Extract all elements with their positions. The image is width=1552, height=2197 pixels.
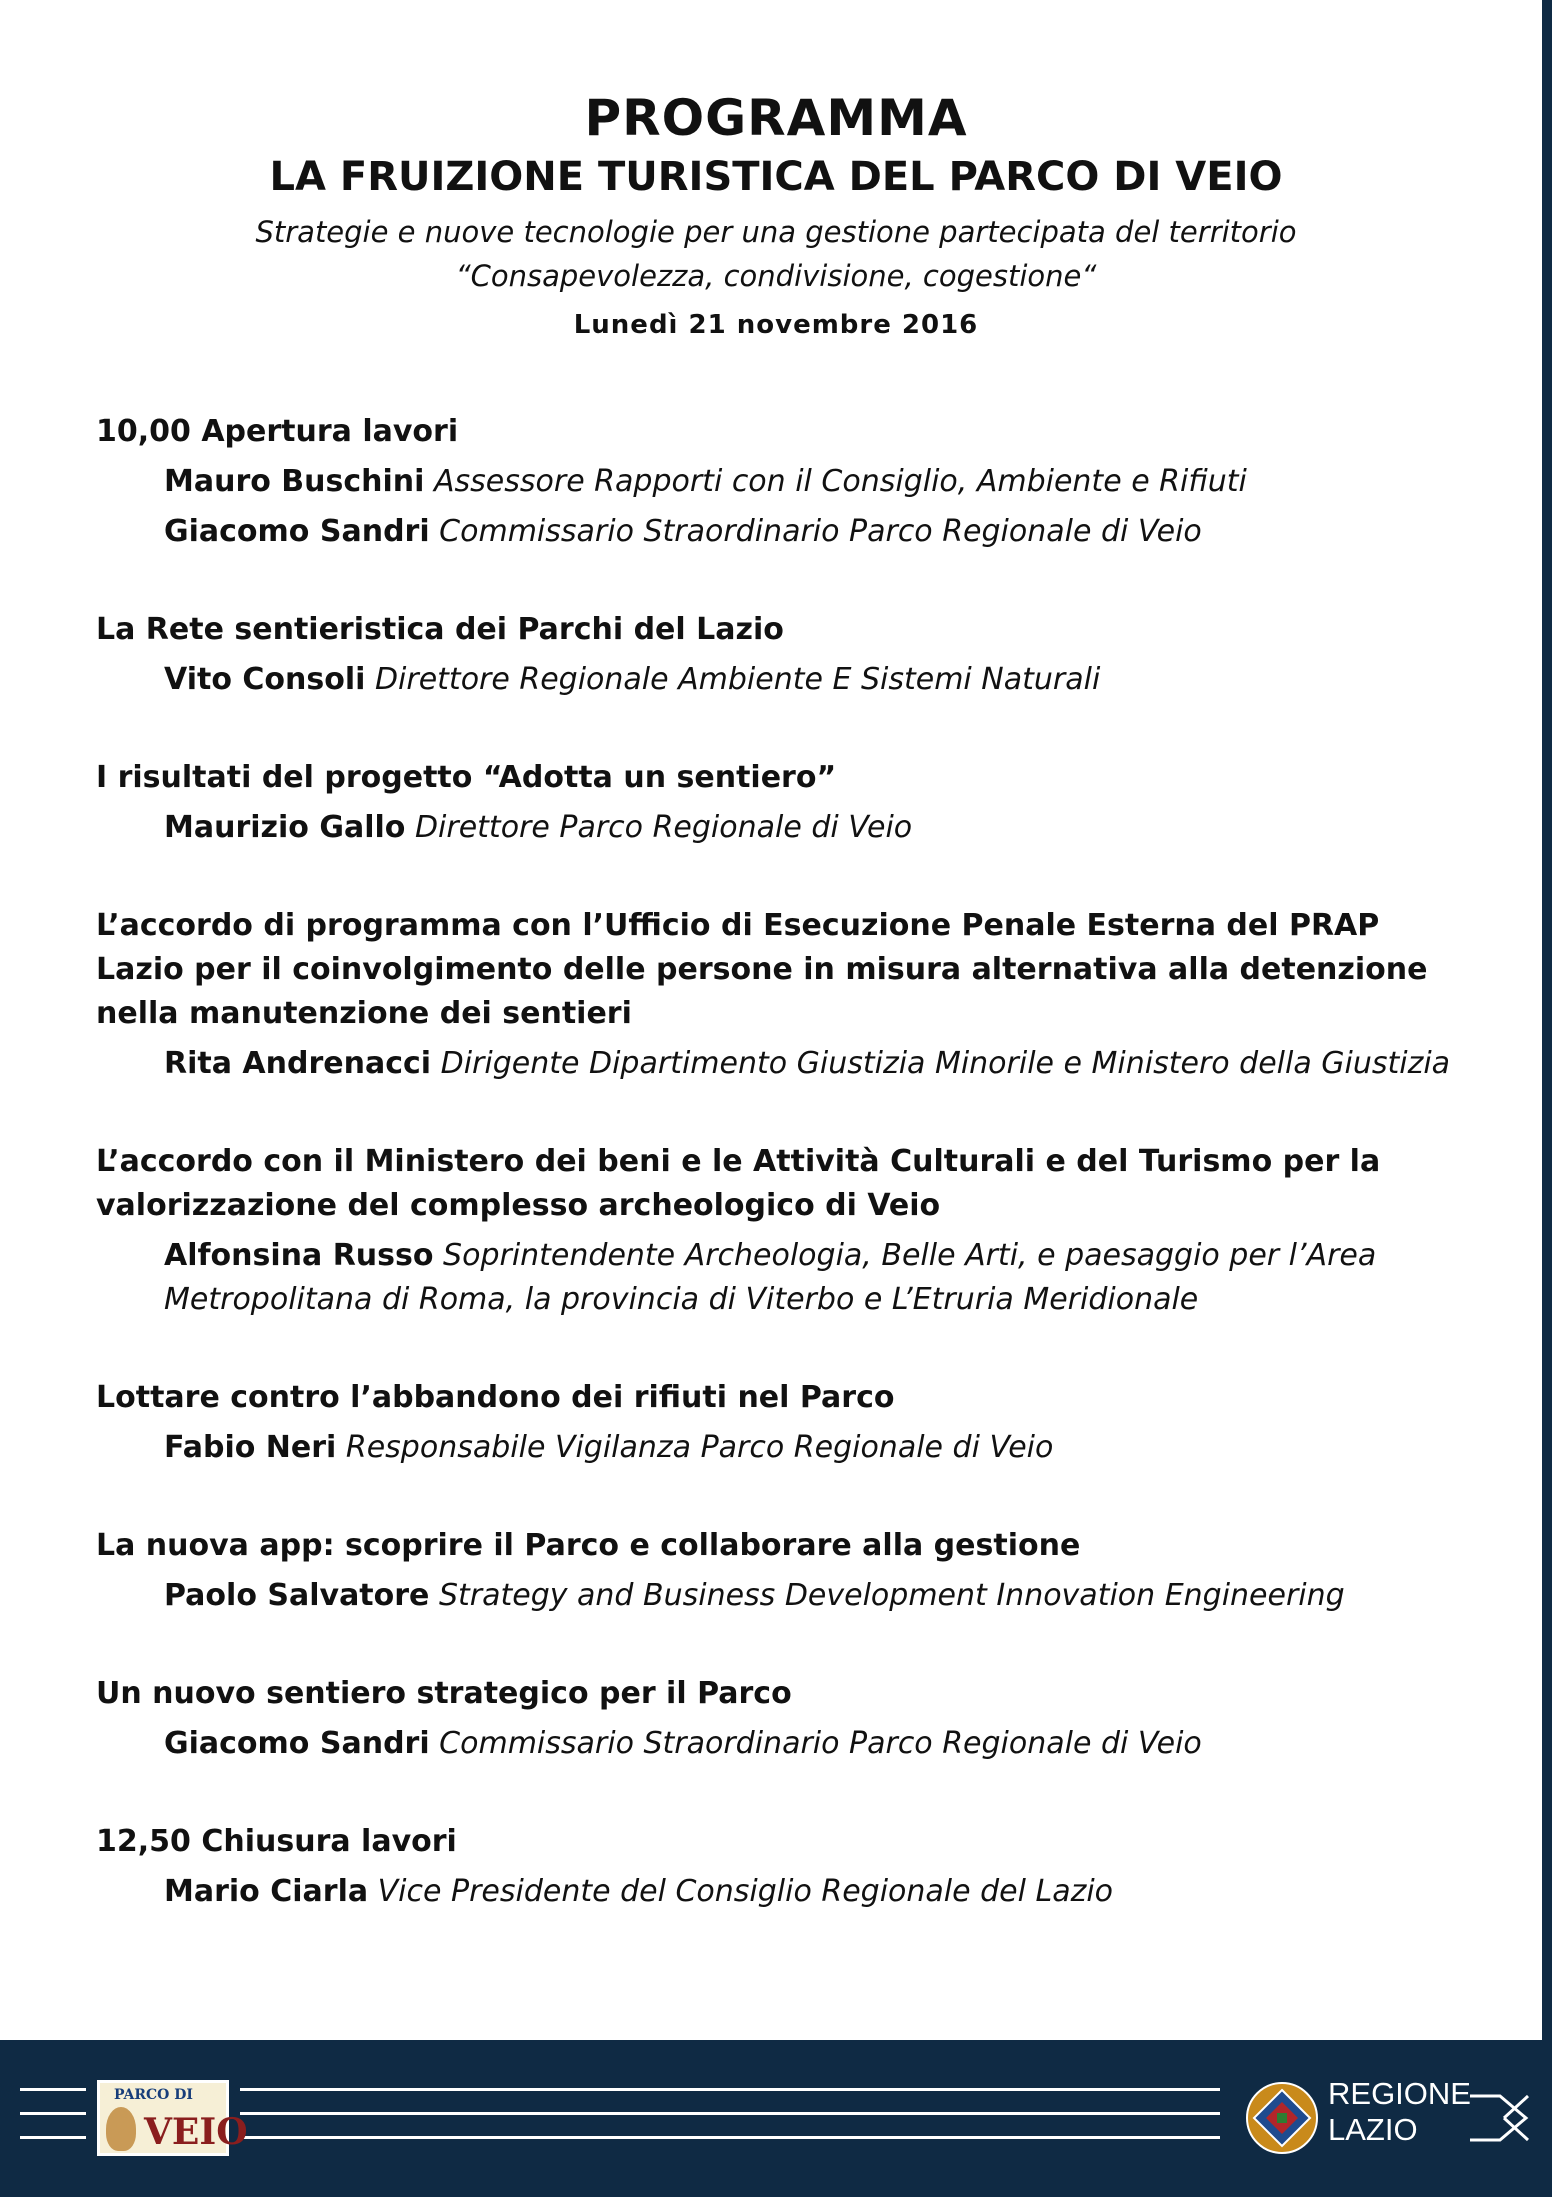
- speaker-entry: [164, 658, 1476, 702]
- speaker-role: Commissario Straordinario Parco Regionale di Veio: [439, 514, 1202, 549]
- session-title: I risultati del progetto “Adotta un sentiero”: [96, 760, 837, 795]
- speaker-role: Assessore Rapporti con il Consiglio, Ambiente e Rifiuti: [434, 464, 1247, 499]
- speaker-role: Commissario Straordinario Parco Regionale di Veio: [439, 1726, 1202, 1761]
- program-session: [96, 1672, 1476, 1766]
- speaker-entry: [164, 1574, 1476, 1618]
- regione-lazio-emblem-icon: [1244, 2080, 1320, 2156]
- speaker-name: Fabio Neri: [164, 1430, 337, 1465]
- speaker-name: Paolo Salvatore: [164, 1578, 430, 1613]
- speaker-entry: [164, 1042, 1476, 1086]
- speaker-role: Direttore Regionale Ambiente E Sistemi Naturali: [374, 662, 1101, 697]
- page-title: PROGRAMMA: [584, 89, 968, 147]
- speaker-name: Vito Consoli: [164, 662, 366, 697]
- speaker-role: Strategy and Business Development Innovation Engineering: [438, 1578, 1345, 1613]
- session-title: 12,50 Chiusura lavori: [96, 1824, 457, 1859]
- speaker-entry: [164, 460, 1476, 504]
- speaker-role: Vice Presidente del Consiglio Regionale del Lazio: [377, 1874, 1114, 1909]
- footer-line: [240, 2136, 1220, 2139]
- program-session: [96, 1140, 1476, 1322]
- speaker-name: Alfonsina Russo: [164, 1238, 434, 1273]
- regione-lazio-chevron-icon: [1470, 2080, 1530, 2156]
- program-session: [96, 1376, 1476, 1470]
- speaker-entry: [164, 806, 1476, 850]
- session-title: 10,00 Apertura lavori: [96, 414, 459, 449]
- footer-bar: [0, 2040, 1552, 2197]
- session-title: L’accordo di programma con l’Ufficio di Esecuzione Penale Esterna del PRAP Lazio per il coinvolgimento delle persone in misura alternativa alla detenzione nella manutenzione dei sentieri: [96, 908, 1428, 1031]
- footer-line: [20, 2088, 86, 2091]
- figure-icon: [106, 2107, 136, 2151]
- footer-line: [240, 2088, 1220, 2091]
- regione-lazio-wordmark: [1328, 2076, 1471, 2148]
- lazio-text: LAZIO: [1328, 2112, 1418, 2147]
- page-header: [0, 88, 1552, 342]
- speaker-role: Direttore Parco Regionale di Veio: [414, 810, 913, 845]
- speaker-entry: [164, 1722, 1476, 1766]
- session-title: Lottare contro l’abbandono dei rifiuti nel Parco: [96, 1380, 895, 1415]
- speaker-name: Maurizio Gallo: [164, 810, 406, 845]
- session-title: La Rete sentieristica dei Parchi del Lazio: [96, 612, 784, 647]
- program-session: [96, 904, 1476, 1086]
- speaker-name: Mauro Buschini: [164, 464, 425, 499]
- parco-di-veio-logo: [97, 2080, 248, 2156]
- program-session: [96, 1820, 1476, 1914]
- speaker-role: Responsabile Vigilanza Parco Regionale di Veio: [345, 1430, 1054, 1465]
- program-session: [96, 608, 1476, 702]
- regione-text: REGIONE: [1328, 2076, 1471, 2111]
- speaker-name: Giacomo Sandri: [164, 1726, 430, 1761]
- footer-line: [20, 2136, 86, 2139]
- speaker-entry: [164, 1426, 1476, 1470]
- speaker-entry: [164, 510, 1476, 554]
- footer-line: [240, 2112, 1220, 2115]
- speaker-name: Giacomo Sandri: [164, 514, 430, 549]
- session-title: L’accordo con il Ministero dei beni e le Attività Culturali e del Turismo per la valorizzazione del complesso archeologico di Veio: [96, 1144, 1381, 1223]
- footer-line: [20, 2112, 86, 2115]
- speaker-role: Soprintendente Archeologia, Belle Arti, e paesaggio per l’Area Metropolitana di Roma, la provincia di Viterbo e L’Etruria Meridionale: [164, 1238, 1377, 1317]
- speaker-role: Dirigente Dipartimento Giustizia Minorile e Ministero della Giustizia: [440, 1046, 1451, 1081]
- tagline-line-1: Strategie e nuove tecnologie per una gestione partecipata del territorio: [255, 215, 1297, 249]
- program-session: [96, 410, 1476, 554]
- parco-logo-top-text: PARCO DI: [114, 2087, 193, 2103]
- session-title: Un nuovo sentiero strategico per il Parco: [96, 1676, 792, 1711]
- page-subtitle: LA FRUIZIONE TURISTICA DEL PARCO DI VEIO: [269, 154, 1283, 200]
- program-session: [96, 756, 1476, 850]
- program-list: [96, 410, 1476, 1968]
- program-session: [96, 1524, 1476, 1618]
- speaker-name: Rita Andrenacci: [164, 1046, 432, 1081]
- event-date: Lunedì 21 novembre 2016: [573, 310, 979, 340]
- session-title: La nuova app: scoprire il Parco e collaborare alla gestione: [96, 1528, 1081, 1563]
- tagline-line-2: “Consapevolezza, condivisione, cogestione“: [455, 259, 1097, 293]
- speaker-entry: [164, 1870, 1476, 1914]
- speaker-entry: [164, 1234, 1476, 1322]
- speaker-name: Mario Ciarla: [164, 1874, 369, 1909]
- parco-logo-main-text: VEIO: [144, 2111, 248, 2153]
